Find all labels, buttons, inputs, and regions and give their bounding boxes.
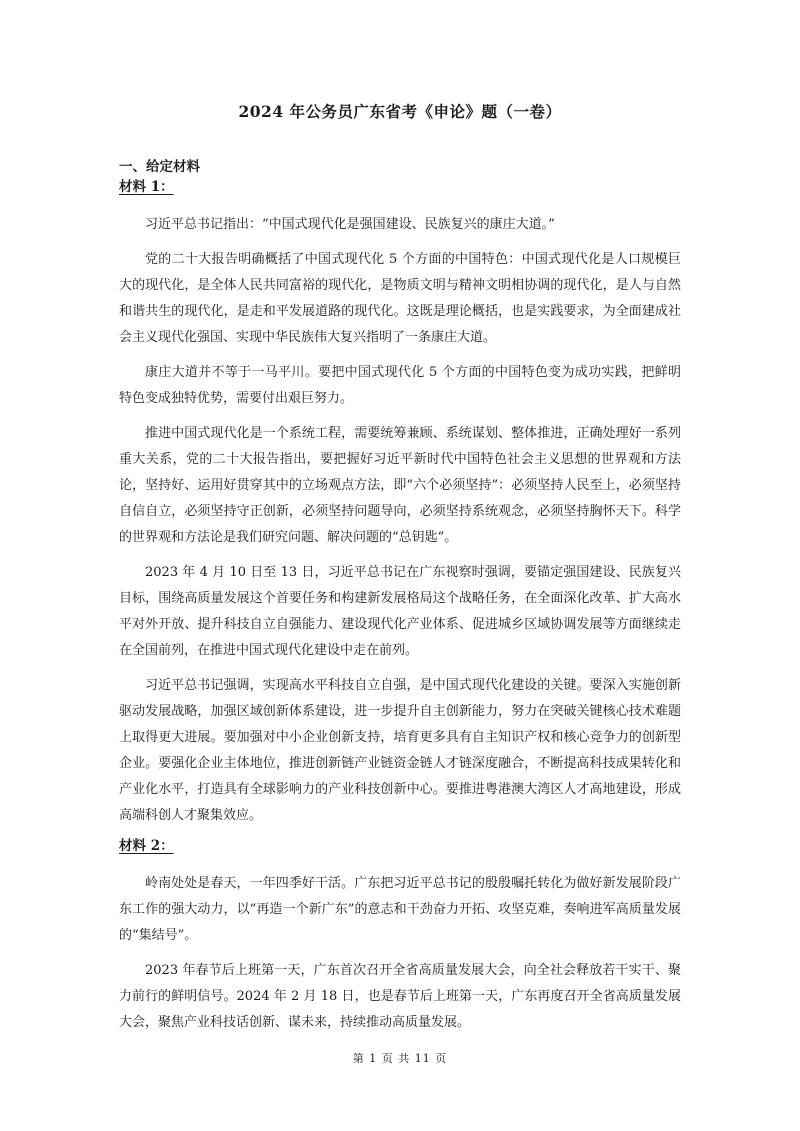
paragraph: 党的二十大报告明确概括了中国式现代化 5 个方面的中国特色：中国式现代化是人口规模巨大的现代化，是全体人民共同富裕的现代化，是物质文明与精神文明相协调的现代化，是人与自然和谐共生的现代化，是走和平发展道路的现代化。这既是理论概括，也是实践要求，为全面建成社会主义现代化强国、实现中华民族伟大复兴指明了一条康庄大道。 <box>119 252 681 345</box>
paragraph: 习近平总书记强调，实现高水平科技自立自强，是中国式现代化建设的关键。要深入实施创新驱动发展战略，加强区域创新体系建设，进一步提升自主创新能力，努力在突破关键核心技术难题上取得更大进展。要加强对中小企业创新支持，培育更多具有自主知识产权和核心竞争力的创新型企业。要强化企业主体地位，推进创新链产业链资金链人才链深度融合，不断提高科技成果转化和产业化水平，打造具有全球影响力的产业科技创新中心。要推进粤港澳大湾区人才高地建设，形成高端科创人才聚集效应。 <box>119 678 681 823</box>
paragraph: 推进中国式现代化是一个系统工程，需要统筹兼顾、系统谋划、整体推进，正确处理好一系列重大关系，党的二十大报告指出，要把握好习近平新时代中国特色社会主义思想的世界观和方法论，坚持好、运用好贯穿其中的立场观点方法，即“六个必须坚持”：必须坚持人民至上，必须坚持自信自立，必须坚持守正创新，必须坚持问题导向，必须坚持系统观念，必须坚持胸怀天下。科学的世界观和方法论是我们研究问题、解决问题的“总钥匙”。 <box>119 426 681 545</box>
material-label: 材料 1： <box>119 179 174 195</box>
paragraph: 岭南处处是春天，一年四季好干活。广东把习近平总书记的殷殷嘱托转化为做好新发展阶段广东工作的强大动力，以“再造一个新广东”的意志和干劲奋力开拓、攻坚克难，奏响进军高质量发展的“集结号”。 <box>119 876 681 943</box>
section-heading: 一、给定材料 <box>119 159 200 175</box>
material-1 <box>119 176 681 829</box>
material-label: 材料 2： <box>119 838 174 854</box>
paragraph: 康庄大道并不等于一马平川。要把中国式现代化 5 个方面的中国特色变为成功实践，把鲜明特色变成独特优势，需要付出艰巨努力。 <box>119 365 681 406</box>
paragraph: 习近平总书记指出：“中国式现代化是强国建设、民族复兴的康庄大道。” <box>145 217 555 232</box>
material-2 <box>119 835 681 1036</box>
document-body <box>119 158 681 1036</box>
page-footer: 第 1 页 共 11 页 <box>352 1052 448 1065</box>
paragraph: 2023 年春节后上班第一天，广东首次召开全省高质量发展大会，向全社会释放若干实干、聚力前行的鲜明信号。2024 年 2 月 18 日，也是春节后上班第一天，广东再度召开全省高质量发展大会，聚焦产业科技话创新、谋未来，持续推动高质量发展。 <box>119 963 681 1030</box>
document-title: 2024 年公务员广东省考《申论》题（一卷） <box>238 102 562 121</box>
paragraph: 2023 年 4 月 10 日至 13 日，习近平总书记在广东视察时强调，要锚定强国建设、民族复兴目标，围绕高质量发展这个首要任务和构建新发展格局这个战略任务，在全面深化改革、扩大高水平对外开放、提升科技自立自强能力、建设现代化产业体系、促进城乡区域协调发展等方面继续走在全国前列，在推进中国式现代化建设中走在前列。 <box>119 565 681 658</box>
